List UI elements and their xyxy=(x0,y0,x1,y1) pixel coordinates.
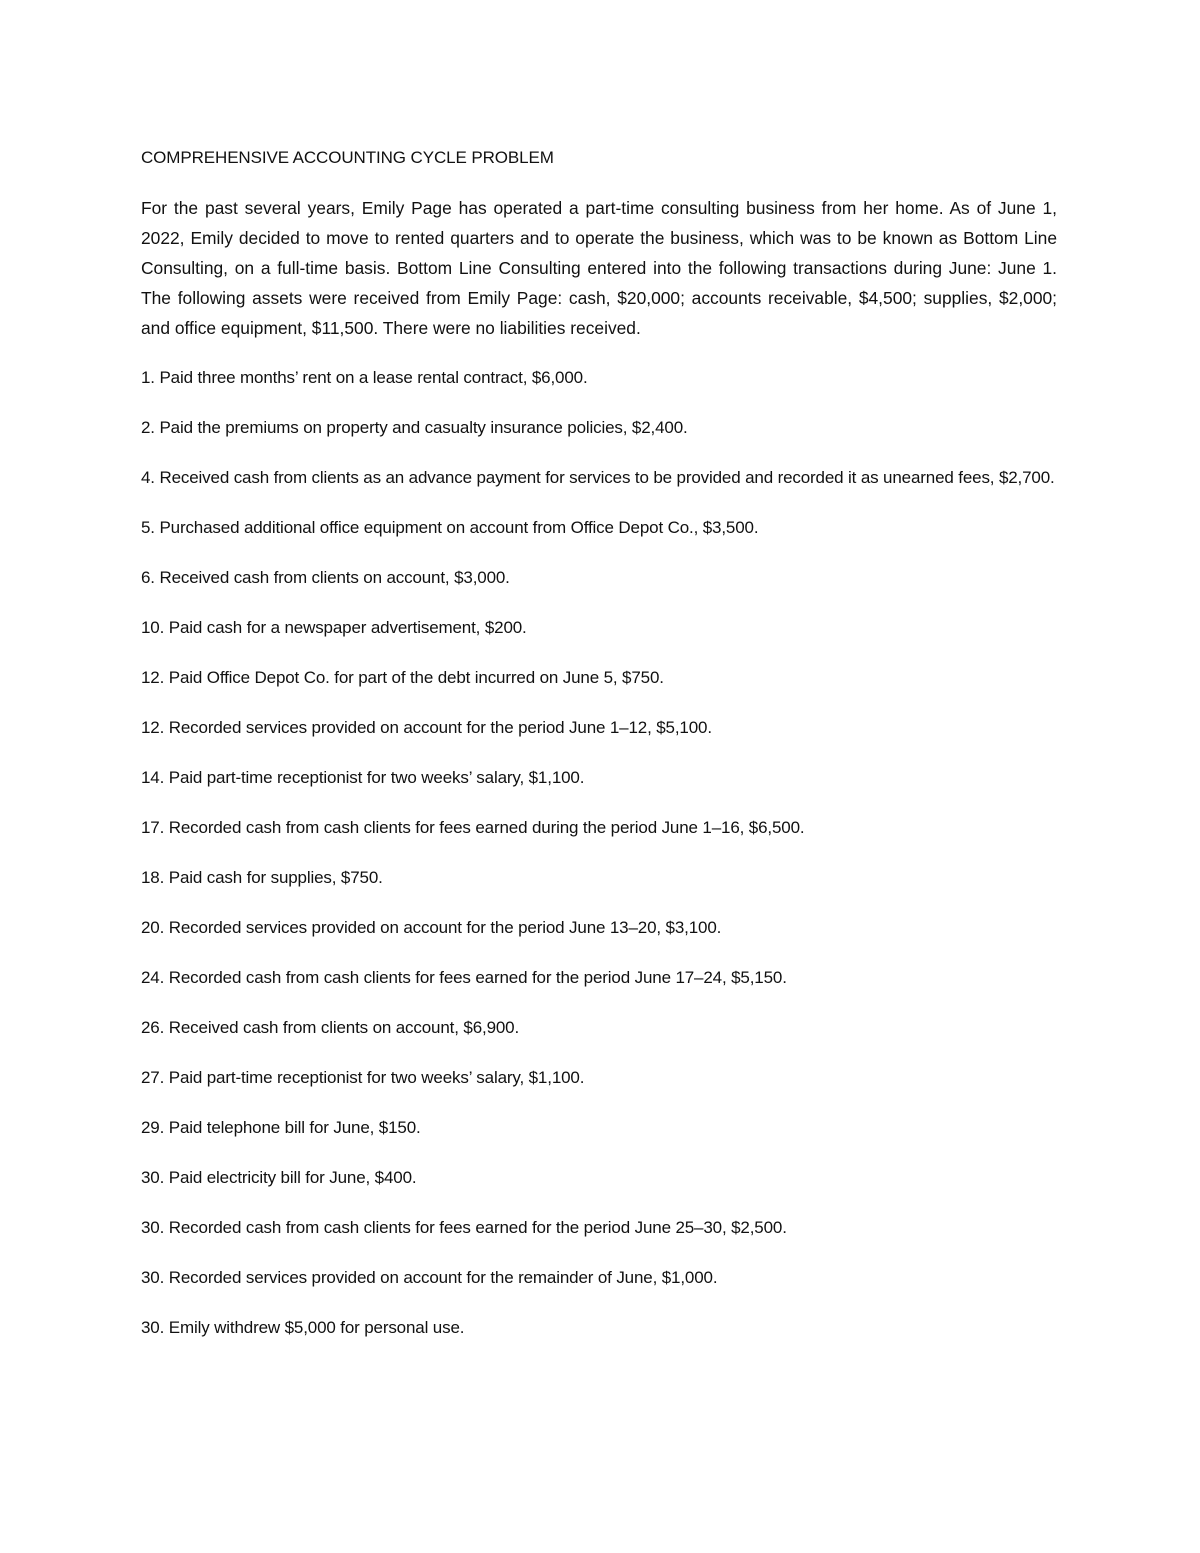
transaction-item: 17. Recorded cash from cash clients for fees earned during the period June 1–16, $6,500. xyxy=(141,818,805,837)
transaction-item: 12. Recorded services provided on account for the period June 1–12, $5,100. xyxy=(141,718,712,737)
transaction-item: 18. Paid cash for supplies, $750. xyxy=(141,868,383,887)
transaction-list xyxy=(141,363,1057,1343)
transaction-item: 30. Recorded services provided on account for the remainder of June, $1,000. xyxy=(141,1268,718,1287)
transaction-item: 30. Emily withdrew $5,000 for personal use. xyxy=(141,1318,465,1337)
transaction-item: 24. Recorded cash from cash clients for fees earned for the period June 17–24, $5,150. xyxy=(141,968,787,987)
transaction-item: 14. Paid part-time receptionist for two weeks’ salary, $1,100. xyxy=(141,768,585,787)
intro-paragraph: For the past several years, Emily Page has operated a part-time consulting business from her home. As of June 1, 2022, Emily decided to move to rented quarters and to operate the business, which was to be known as Bottom Line Consulting, on a full-time basis. Bottom Line Consulting entered into the following transactions during June: June 1. The following assets were received from Emily Page: cash, $20,000; accounts receivable, $4,500; supplies, $2,000; and office equipment, $11,500. There were no liabilities received. xyxy=(141,198,1057,338)
transaction-item: 20. Recorded services provided on account for the period June 13–20, $3,100. xyxy=(141,918,722,937)
transaction-item: 6. Received cash from clients on account, $3,000. xyxy=(141,568,510,587)
transaction-item: 5. Purchased additional office equipment on account from Office Depot Co., $3,500. xyxy=(141,518,759,537)
transaction-item: 30. Paid electricity bill for June, $400. xyxy=(141,1168,417,1187)
transaction-item: 12. Paid Office Depot Co. for part of the debt incurred on June 5, $750. xyxy=(141,668,664,687)
transaction-item: 4. Received cash from clients as an advance payment for services to be provided and recorded it as unearned fees, $2,700. xyxy=(141,468,1055,487)
document-title: COMPREHENSIVE ACCOUNTING CYCLE PROBLEM xyxy=(141,148,554,167)
transaction-item: 2. Paid the premiums on property and casualty insurance policies, $2,400. xyxy=(141,418,688,437)
document-page xyxy=(141,143,1057,1343)
transaction-item: 30. Recorded cash from cash clients for fees earned for the period June 25–30, $2,500. xyxy=(141,1218,787,1237)
transaction-item: 29. Paid telephone bill for June, $150. xyxy=(141,1118,421,1137)
transaction-item: 1. Paid three months’ rent on a lease rental contract, $6,000. xyxy=(141,368,588,387)
transaction-item: 26. Received cash from clients on account, $6,900. xyxy=(141,1018,520,1037)
transaction-item: 10. Paid cash for a newspaper advertisement, $200. xyxy=(141,618,527,637)
transaction-item: 27. Paid part-time receptionist for two weeks’ salary, $1,100. xyxy=(141,1068,585,1087)
